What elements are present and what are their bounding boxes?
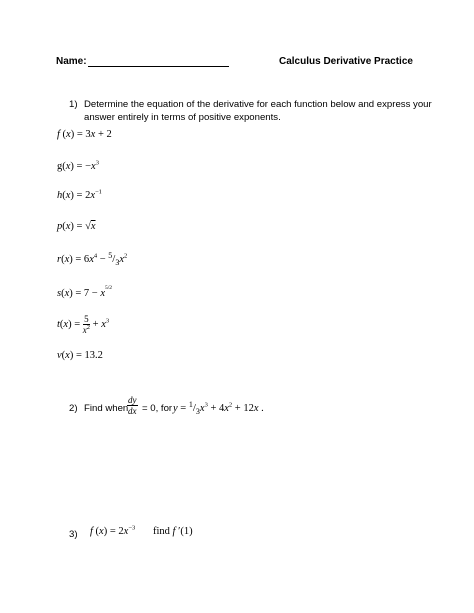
q2-dydx: $\frac{dy}{dx}$ <box>128 395 137 416</box>
q3-number: 3) <box>69 529 78 540</box>
name-label: Name: <box>56 56 87 67</box>
function-s: $s(x) = 7 - x^{5/2}$ <box>57 285 113 299</box>
function-t: t(x) = $\frac{5}{x^2}$ + $x^3$ <box>57 314 110 335</box>
q1-instructions-line1: Determine the equation of the derivative for each function below and express your <box>84 99 432 110</box>
function-p: p(x) = √x <box>57 221 96 232</box>
q2-find-when: Find when <box>84 403 129 414</box>
page-title: Calculus Derivative Practice <box>279 56 413 67</box>
function-g: $g(x) = -x^3$ <box>57 159 99 172</box>
q1-instructions-line2: answer entirely in terms of positive exponents. <box>84 112 281 123</box>
q1-number: 1) <box>69 99 78 110</box>
q2-equals-zero: = 0, for <box>142 403 173 414</box>
function-f: f (x) = 3x + 2 <box>57 129 112 140</box>
function-v: v(x) = 13.2 <box>57 350 103 361</box>
name-field-line[interactable] <box>88 57 229 67</box>
q2-number: 2) <box>69 403 78 414</box>
q2-equation: $y = 1/3x^3 + 4x^2 + 12x$ . <box>173 400 264 416</box>
function-h: $h(x) = 2x^{-1}$ <box>57 188 102 201</box>
q3-function: f $(x) = 2x^{-3}$ <box>90 524 136 537</box>
function-r: $r(x) = 6x^4 - 5/3x^2$ <box>57 251 128 267</box>
q3-find: find f ′(1) <box>153 526 193 537</box>
